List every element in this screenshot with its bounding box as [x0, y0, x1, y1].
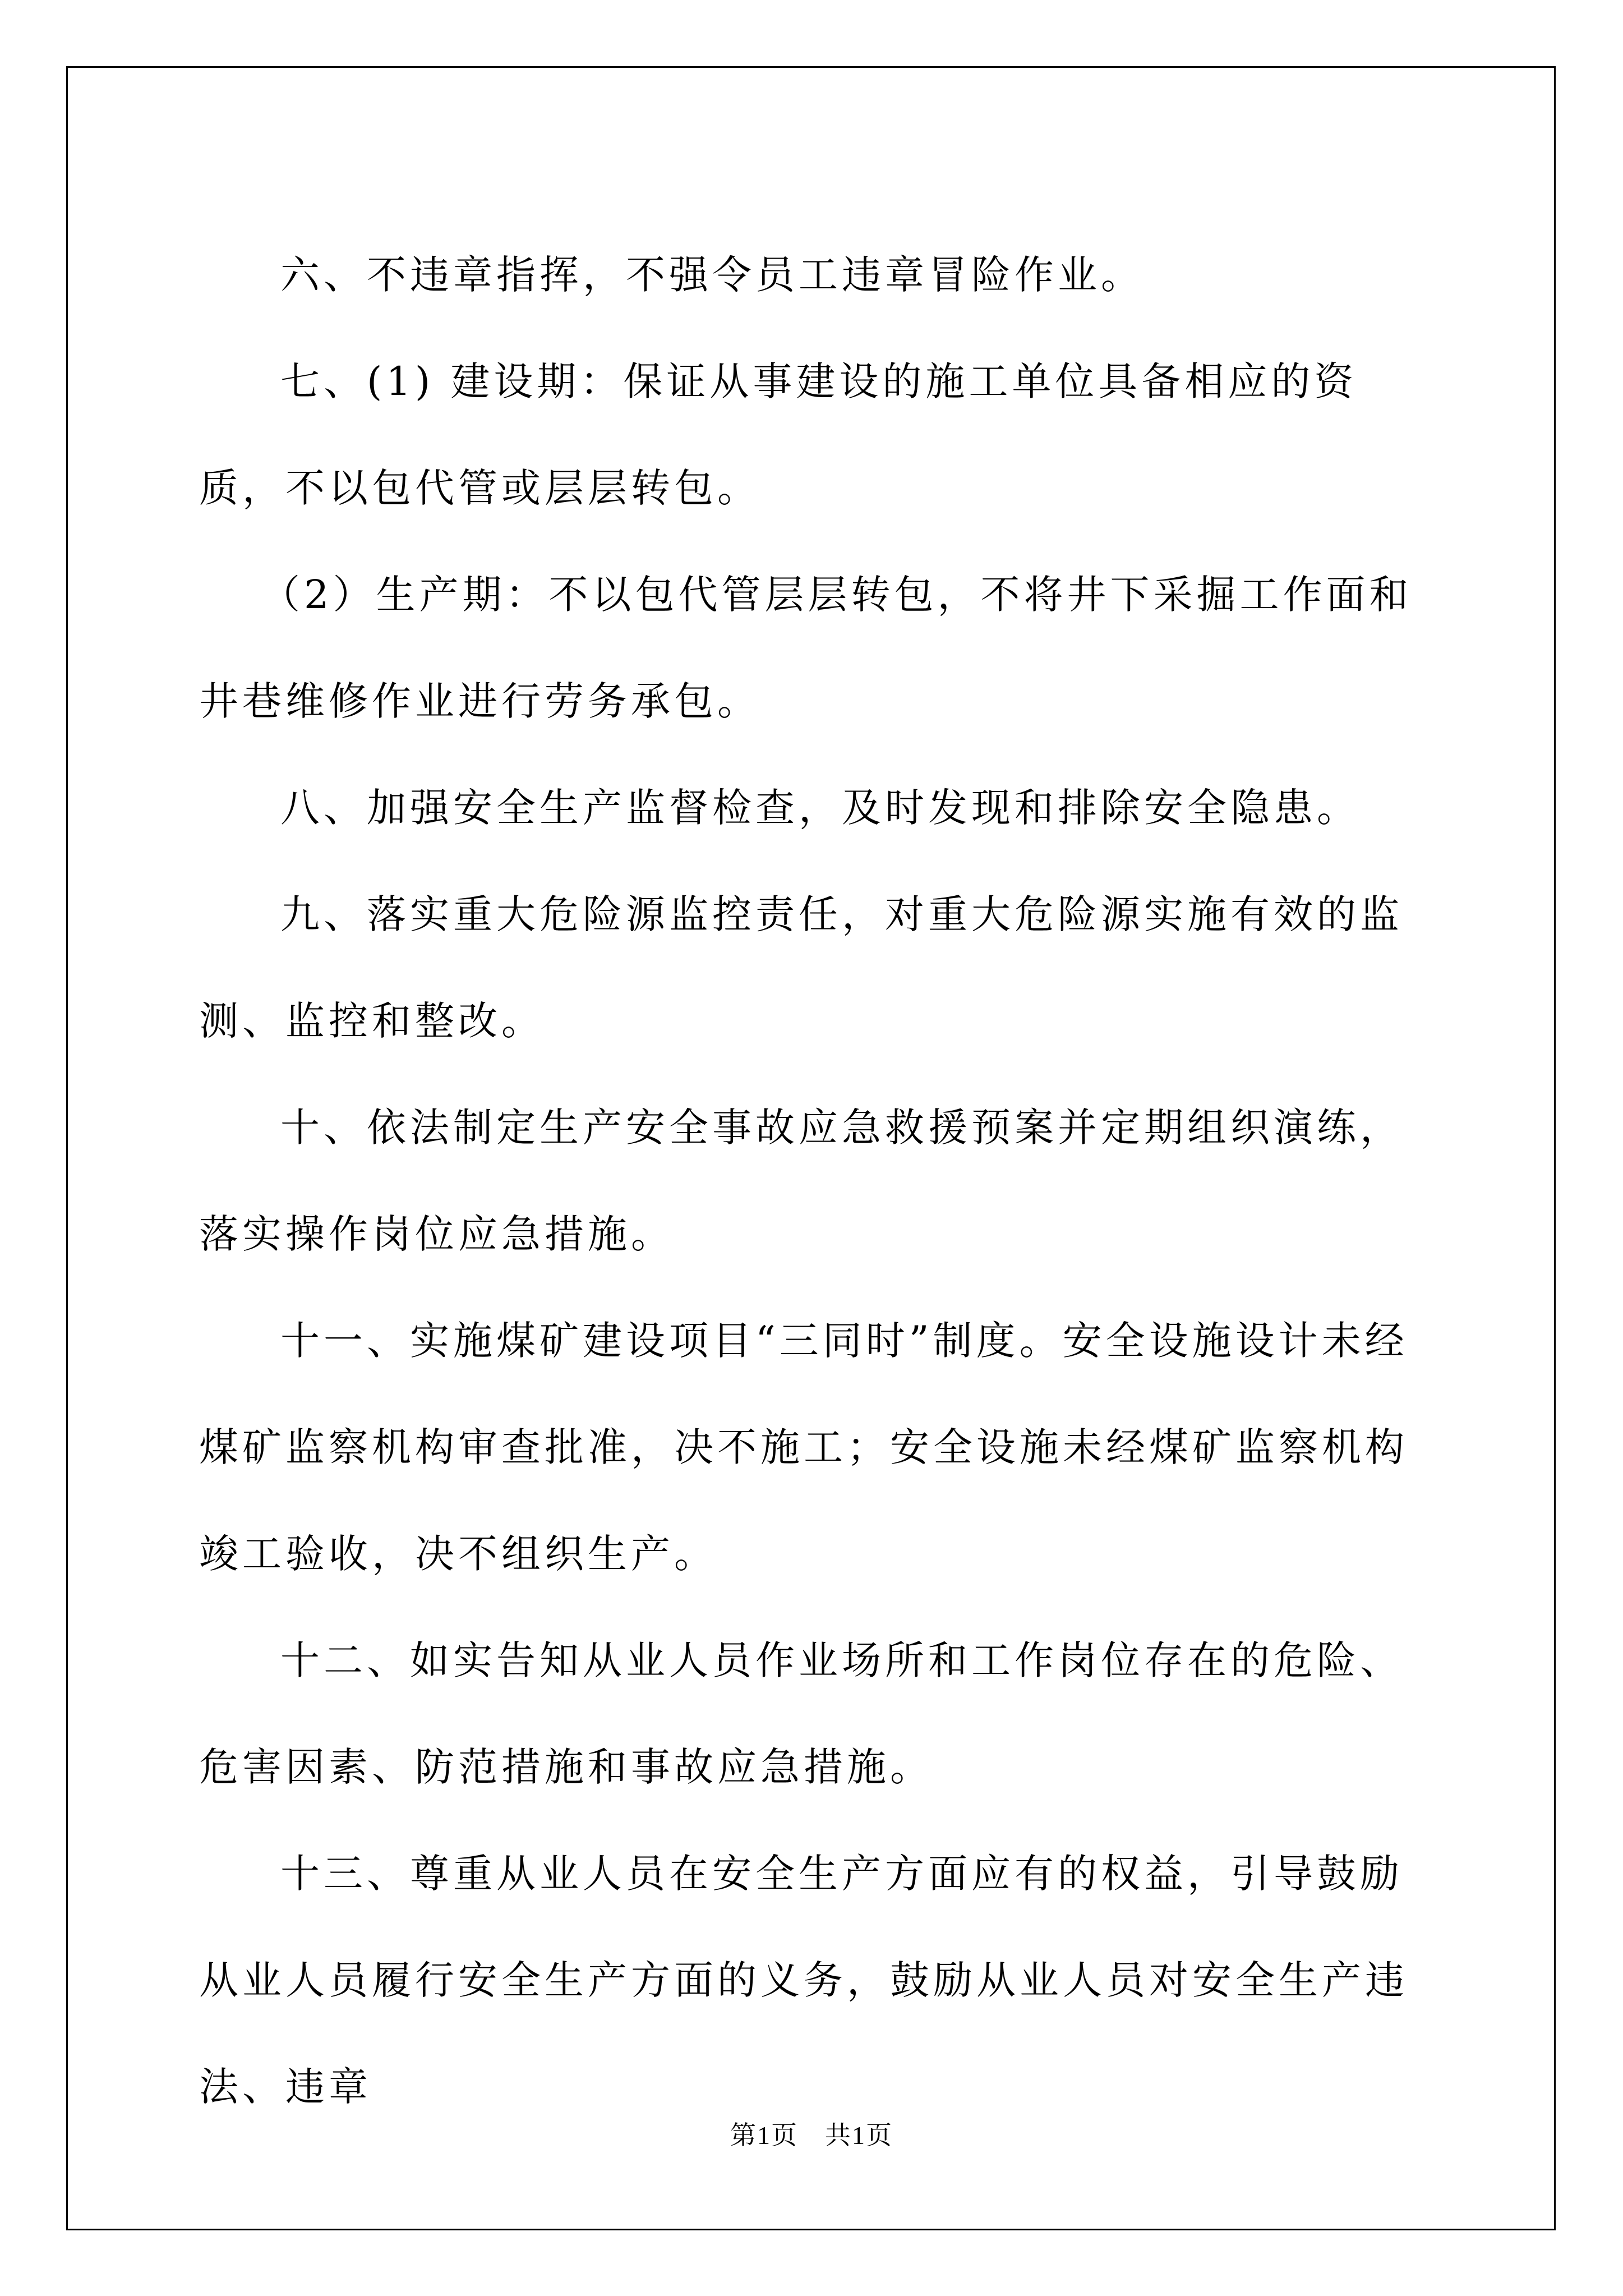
paragraph-9: 九、落实重大危险源监控责任，对重大危险源实施有效的监测、监控和整改。 — [199, 891, 1403, 1044]
paragraph-11: 十一、实施煤矿建设项目“三同时”制度。安全设施设计未经煤矿监察机构审查批准，决不施工；安全设施未经煤矿监察机构竣工验收，决不组织生产。 — [199, 1318, 1408, 1577]
paragraph-12: 十二、如实告知从业人员作业场所和工作岗位存在的危险、危害因素、防范措施和事故应急措施。 — [199, 1637, 1403, 1790]
paragraph-7-construction: 七、(1) 建设期：保证从事建设的施工单位具备相应的资质，不以包代管或层层转包。 — [199, 358, 1358, 511]
document-body — [199, 222, 1427, 2140]
paragraph-6: 六、不违章指挥，不强令员工违章冒险作业。 — [280, 252, 1144, 298]
paragraph-13: 十三、尊重从业人员在安全生产方面应有的权益，引导鼓励从业人员履行安全生产方面的义务，鼓励从业人员对安全生产违法、违章 — [199, 1851, 1408, 2110]
paragraph-8: 八、加强安全生产监督检查，及时发现和排除安全隐患。 — [280, 785, 1360, 831]
page-number-footer: 第1页 共1页 — [730, 2121, 893, 2150]
paragraph-10: 十、依法制定生产安全事故应急救援预案并定期组织演练，落实操作岗位应急措施。 — [199, 1105, 1403, 1257]
paragraph-7-production: （2）生产期：不以包代管层层转包，不将井下采掘工作面和井巷维修作业进行劳务承包。 — [199, 572, 1413, 724]
